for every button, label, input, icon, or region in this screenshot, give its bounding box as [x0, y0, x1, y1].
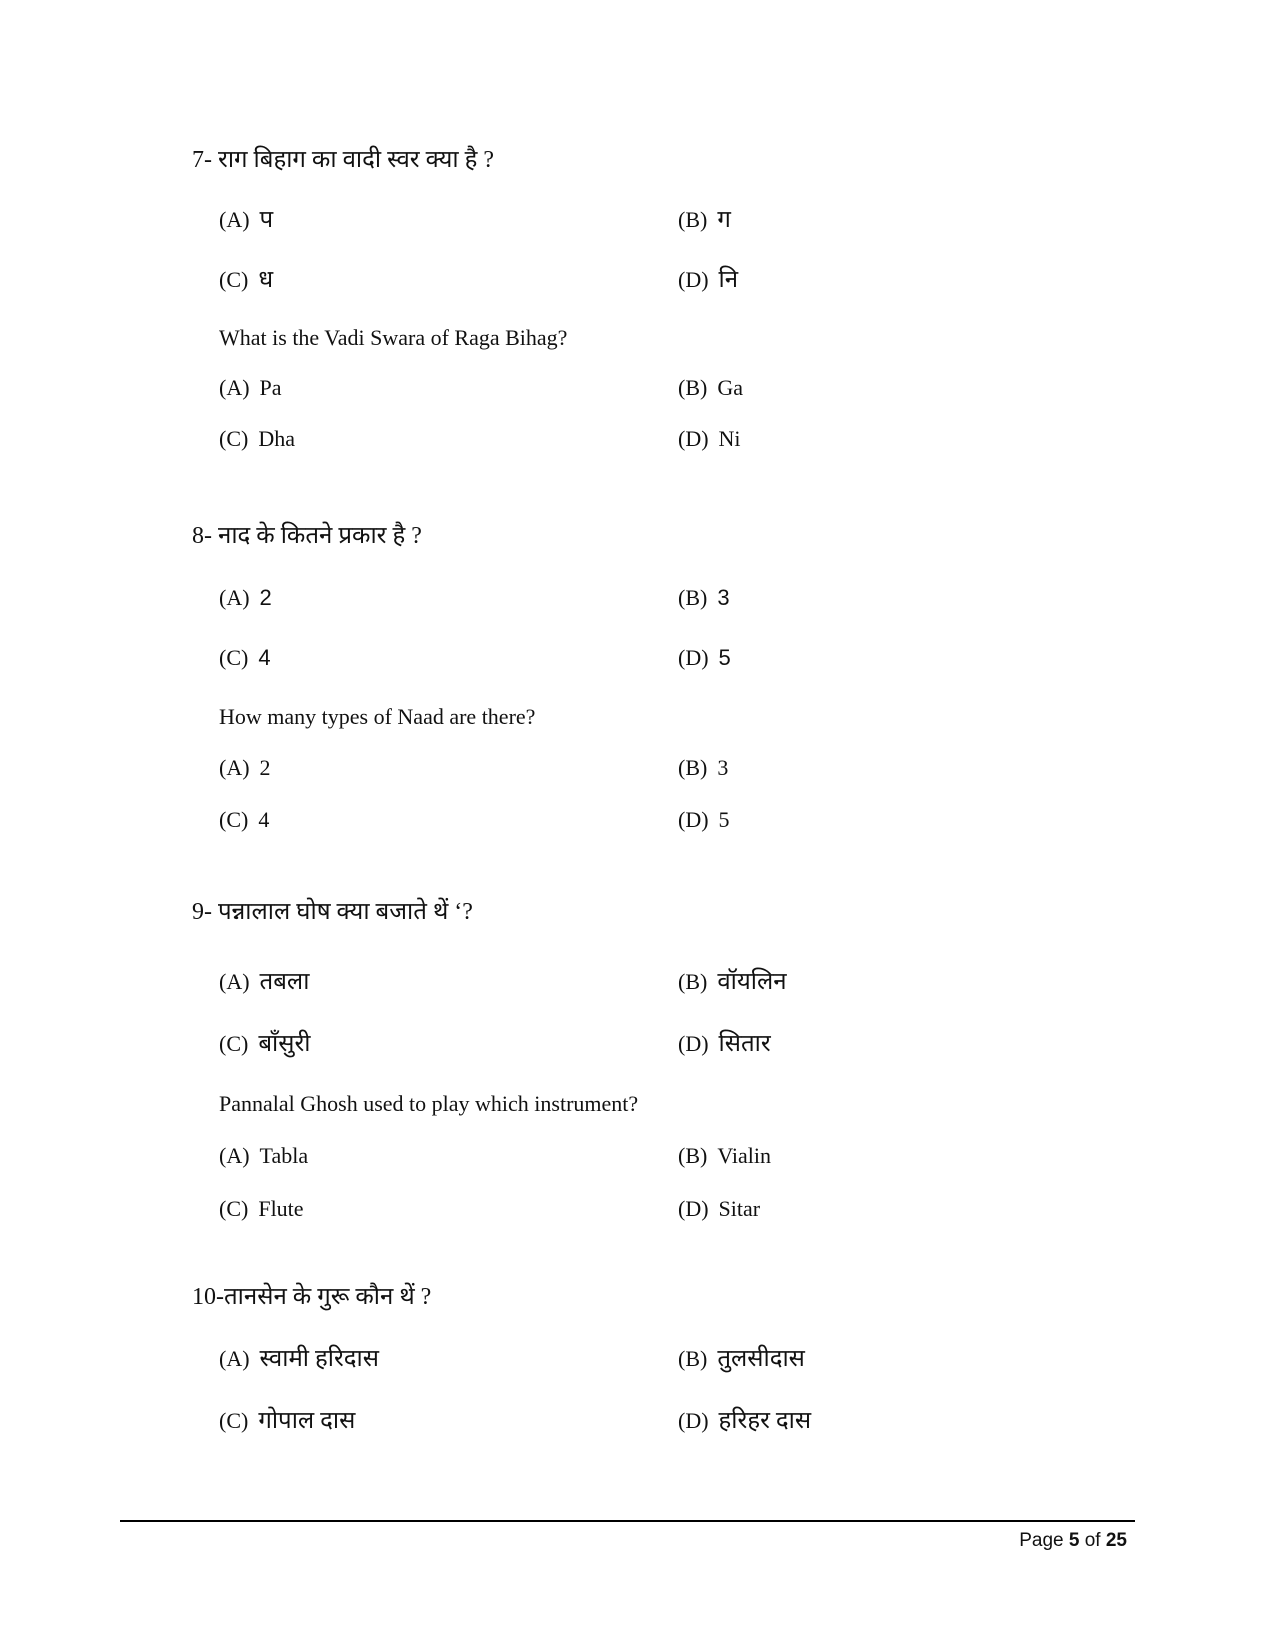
option-a-hindi	[219, 584, 272, 612]
option-text: 3	[717, 755, 729, 780]
option-text: 4	[258, 645, 271, 670]
option-label: (C)	[219, 426, 249, 451]
option-c-hindi	[219, 266, 273, 294]
option-label: (C)	[219, 807, 249, 832]
question-10-hindi	[192, 1283, 431, 1311]
option-text: Tabla	[259, 1143, 309, 1168]
option-c-english	[219, 425, 295, 453]
option-label: (D)	[678, 426, 709, 451]
option-text: तुलसीदास	[717, 1346, 805, 1372]
option-label: (B)	[678, 585, 708, 610]
option-text: वॉयलिन	[717, 969, 787, 995]
option-d-hindi	[678, 1030, 771, 1058]
option-d-english	[678, 1195, 760, 1223]
option-label: (A)	[219, 207, 250, 232]
option-text: नि	[718, 267, 739, 293]
question-8-hindi	[192, 522, 422, 550]
option-c-hindi	[219, 1407, 355, 1435]
option-label: (C)	[219, 1196, 249, 1221]
option-b-hindi	[678, 1345, 805, 1373]
option-b-hindi	[678, 206, 731, 234]
option-label: (B)	[678, 375, 708, 400]
page-of: of	[1084, 1530, 1101, 1551]
question-text-hindi: पन्नालाल घोष क्या बजाते थें ‘?	[218, 899, 473, 925]
current-page: 5	[1068, 1530, 1080, 1551]
option-d-english	[678, 425, 741, 453]
option-label: (A)	[219, 755, 250, 780]
option-text: Ga	[717, 375, 743, 400]
option-a-english	[219, 1142, 308, 1170]
option-label: (D)	[678, 645, 709, 670]
option-text: तबला	[259, 969, 310, 995]
option-a-hindi	[219, 968, 309, 996]
option-text: गोपाल दास	[258, 1408, 356, 1434]
option-label: (A)	[219, 969, 250, 994]
question-number: 10-	[192, 1284, 224, 1310]
option-label: (A)	[219, 1346, 250, 1371]
option-b-hindi	[678, 968, 787, 996]
option-d-hindi	[678, 644, 731, 672]
option-text: Pa	[259, 375, 282, 400]
option-label: (D)	[678, 1408, 709, 1433]
option-text: स्वामी हरिदास	[259, 1346, 379, 1372]
option-d-english	[678, 806, 730, 834]
option-c-english	[219, 1195, 304, 1223]
option-text: Dha	[258, 426, 295, 451]
option-b-english	[678, 1142, 771, 1170]
option-text: Sitar	[718, 1196, 761, 1221]
option-text: 3	[717, 585, 730, 610]
question-7-english: What is the Vadi Swara of Raga Bihag?	[219, 325, 568, 350]
option-label: (D)	[678, 1031, 709, 1056]
question-9-hindi	[192, 898, 473, 926]
option-text: Ni	[718, 426, 741, 451]
option-text: ग	[717, 207, 731, 233]
total-pages: 25	[1105, 1530, 1127, 1551]
option-text: सितार	[718, 1031, 771, 1057]
option-text: ध	[258, 267, 274, 293]
option-d-hindi	[678, 266, 738, 294]
option-text: Flute	[258, 1196, 304, 1221]
page-prefix: Page	[1019, 1530, 1064, 1551]
option-label: (D)	[678, 267, 709, 292]
option-c-hindi	[219, 1030, 311, 1058]
option-label: (D)	[678, 807, 709, 832]
option-text: प	[259, 207, 274, 233]
question-8-english: How many types of Naad are there?	[219, 704, 536, 729]
option-label: (B)	[678, 1143, 708, 1168]
option-text: हरिहर दास	[718, 1408, 812, 1434]
question-9-english: Pannalal Ghosh used to play which instrument?	[219, 1091, 639, 1116]
option-label: (B)	[678, 755, 708, 780]
option-text: 4	[258, 807, 270, 832]
option-b-english	[678, 374, 743, 402]
option-text: 2	[259, 585, 272, 610]
question-7-hindi	[192, 146, 494, 174]
option-label: (B)	[678, 1346, 708, 1371]
option-label: (C)	[219, 1408, 249, 1433]
option-c-hindi	[219, 644, 271, 672]
question-text-hindi: राग बिहाग का वादी स्वर क्या है ?	[218, 147, 494, 173]
footer-divider	[120, 1520, 1135, 1522]
option-text: 2	[259, 755, 271, 780]
option-text: Vialin	[717, 1143, 771, 1168]
option-b-hindi	[678, 584, 730, 612]
option-d-hindi	[678, 1407, 811, 1435]
question-text-hindi: नाद के कितने प्रकार है ?	[218, 523, 422, 549]
option-b-english	[678, 754, 728, 782]
option-label: (B)	[678, 969, 708, 994]
option-label: (C)	[219, 645, 249, 670]
option-a-english	[219, 374, 282, 402]
option-label: (A)	[219, 375, 250, 400]
option-label: (D)	[678, 1196, 709, 1221]
page-number	[1019, 1530, 1127, 1552]
option-text: बाँसुरी	[258, 1031, 311, 1057]
question-number: 9-	[192, 899, 212, 925]
option-label: (B)	[678, 207, 708, 232]
option-c-english	[219, 806, 269, 834]
question-number: 8-	[192, 523, 212, 549]
option-label: (C)	[219, 267, 249, 292]
option-text: 5	[718, 645, 731, 670]
option-a-hindi	[219, 1345, 379, 1373]
option-label: (A)	[219, 585, 250, 610]
option-text: 5	[718, 807, 730, 832]
question-text-hindi: तानसेन के गुरू कौन थें ?	[224, 1284, 432, 1310]
option-a-english	[219, 754, 271, 782]
option-a-hindi	[219, 206, 273, 234]
option-label: (C)	[219, 1031, 249, 1056]
question-number: 7-	[192, 147, 212, 173]
option-label: (A)	[219, 1143, 250, 1168]
